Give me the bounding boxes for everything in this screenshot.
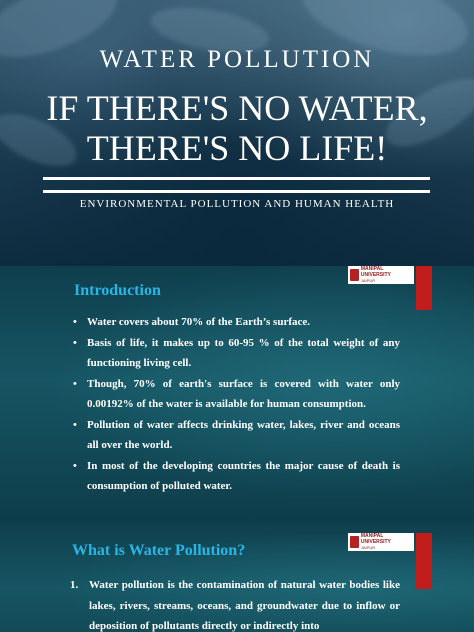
university-logo <box>348 533 414 551</box>
accent-bar <box>416 266 432 310</box>
bullet-item: • Though, 70% of earth's surface is covered with water only 0.00192% of the water is available for human consumption. <box>70 374 400 415</box>
university-crest-icon <box>350 536 359 548</box>
bullet-item: • In most of the developing countries the major cause of death is consumption of polluted water. <box>70 456 400 497</box>
item-number: 1. <box>70 579 79 591</box>
slide-heading: WATER POLLUTION <box>99 46 375 73</box>
section-title: Introduction <box>74 282 161 299</box>
logo-location: JAIPUR <box>360 545 376 550</box>
title-slide <box>0 0 474 266</box>
bullet-list <box>70 312 400 497</box>
university-crest-icon <box>350 269 359 281</box>
numbered-list <box>70 575 400 632</box>
bullet-item: • Water covers about 70% of the Earth’s surface. <box>70 312 400 333</box>
divider-line <box>43 190 430 193</box>
university-logo <box>348 266 414 284</box>
bullet-item: • Basis of life, it makes up to 60-95 % of the total weight of any functioning living cell. <box>70 333 400 374</box>
divider-line <box>43 177 430 180</box>
section-title: What is Water Pollution? <box>72 542 246 559</box>
introduction-slide <box>0 266 474 521</box>
numbered-item <box>70 575 400 632</box>
logo-name: MANIPAL UNIVERSITY <box>360 533 391 545</box>
slide-subtitle: ENVIRONMENTAL POLLUTION AND HUMAN HEALTH <box>79 198 395 210</box>
bullet-item: • Pollution of water affects drinking water, lakes, river and oceans all over the world. <box>70 415 400 456</box>
logo-location: JAIPUR <box>360 278 376 283</box>
what-is-slide <box>0 521 474 632</box>
accent-bar <box>416 533 432 589</box>
slide-tagline: IF THERE'S NO WATER, THERE'S NO LIFE! <box>46 88 428 168</box>
item-text: Water pollution is the contamination of natural water bodies like lakes, rivers, streams, oceans, and groundwater due to inflow or deposition of pollutants directly or indirectly into <box>89 579 400 632</box>
logo-name: MANIPAL UNIVERSITY <box>360 266 391 278</box>
